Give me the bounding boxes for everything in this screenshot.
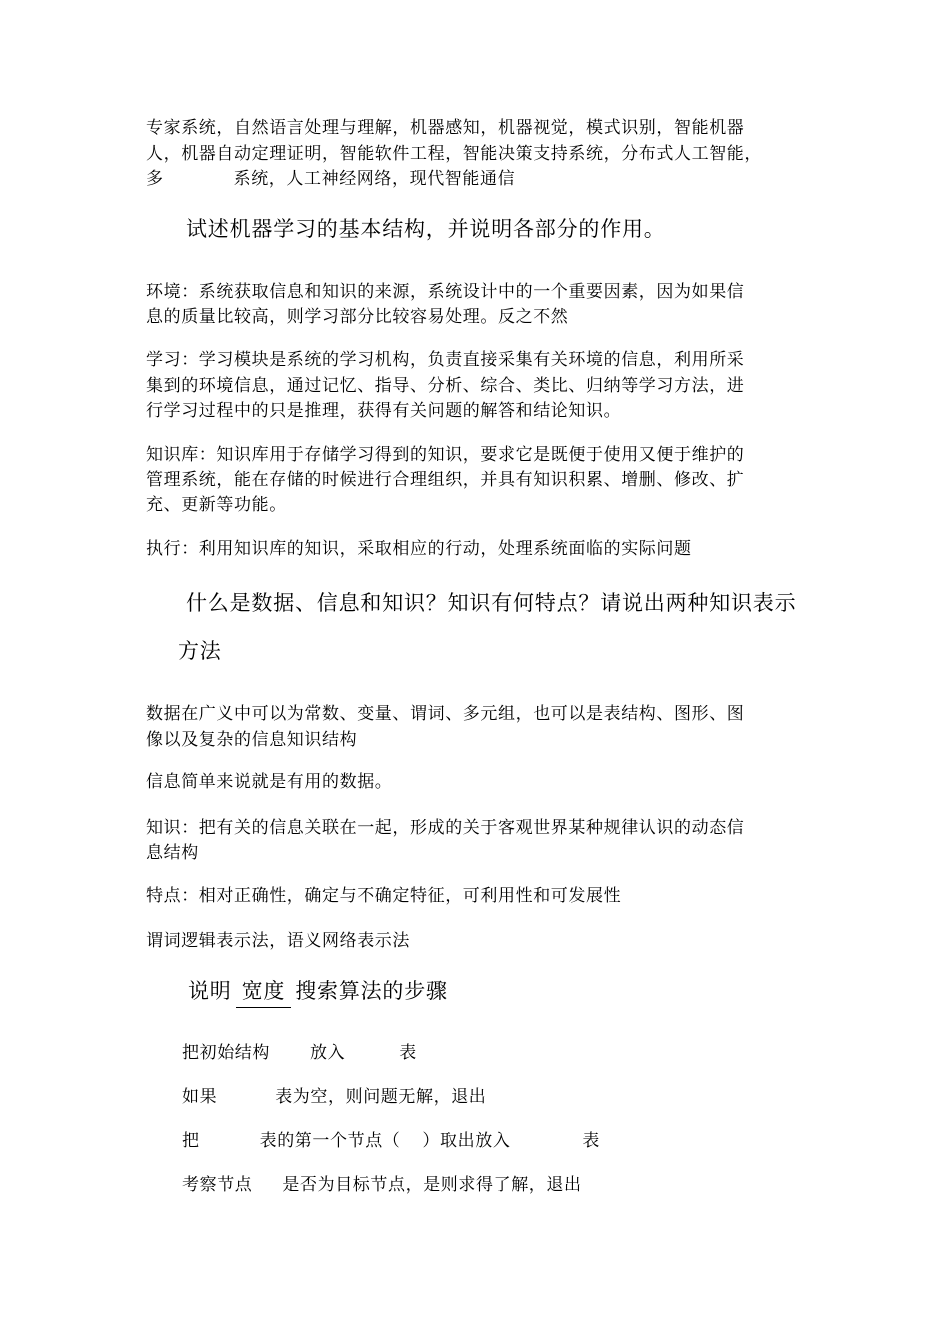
heading-span: 说明 bbox=[188, 979, 232, 1003]
text-line bbox=[146, 169, 515, 189]
text-line: 环境：系统获取信息和知识的来源，系统设计中的一个重要因素，因为如果信 bbox=[146, 282, 745, 302]
text-line: 集到的环境信息，通过记忆、指导、分析、综合、类比、归纳等学习方法，进 bbox=[146, 376, 745, 396]
underlined-word: 宽度 bbox=[236, 978, 292, 1008]
text-line: 行学习过程中的只是推理，获得有关问题的解答和结论知识。 bbox=[146, 401, 622, 421]
text-line: 息的质量比较高，则学习部分比较容易处理。反之不然 bbox=[146, 307, 569, 327]
text-span: 是否为目标节点，是则求得了解，退出 bbox=[282, 1175, 582, 1195]
text-line: 像以及复杂的信息知识结构 bbox=[146, 730, 358, 750]
question-heading: 什么是数据、信息和知识？知识有何特点？请说出两种知识表示 bbox=[186, 591, 797, 615]
step-line bbox=[182, 1175, 582, 1195]
question-heading: 方法 bbox=[178, 639, 222, 663]
text-line: 充、更新等功能。 bbox=[146, 495, 287, 515]
question-heading bbox=[188, 978, 448, 1008]
step-line bbox=[182, 1087, 486, 1107]
text-line: 谓词逻辑表示法，语义网络表示法 bbox=[146, 931, 410, 951]
text-span: 把初始结构 bbox=[182, 1043, 270, 1063]
text-span: 多 bbox=[146, 169, 164, 189]
text-span: 把 bbox=[182, 1131, 200, 1151]
text-line: 知识库：知识库用于存储学习得到的知识，要求它是既便于使用又便于维护的 bbox=[146, 445, 745, 465]
text-span: ）取出放入 bbox=[422, 1131, 511, 1151]
text-line: 信息简单来说就是有用的数据。 bbox=[146, 772, 393, 792]
question-heading: 试述机器学习的基本结构，并说明各部分的作用。 bbox=[186, 217, 666, 241]
step-line bbox=[182, 1131, 600, 1151]
text-span: 如果 bbox=[182, 1087, 218, 1107]
text-line: 专家系统，自然语言处理与理解，机器感知，机器视觉，模式识别，智能机器 bbox=[146, 118, 745, 138]
text-span: 表 bbox=[399, 1043, 417, 1063]
text-line: 人，机器自动定理证明，智能软件工程，智能决策支持系统，分布式人工智能， bbox=[146, 144, 762, 164]
text-span: 表为空，则问题无解，退出 bbox=[275, 1087, 487, 1107]
text-span: 考察节点 bbox=[182, 1175, 253, 1195]
text-line: 知识：把有关的信息关联在一起，形成的关于客观世界某种规律认识的动态信 bbox=[146, 818, 745, 838]
text-span: 系统，人工神经网络，现代智能通信 bbox=[233, 169, 516, 189]
text-line: 数据在广义中可以为常数、变量、谓词、多元组，也可以是表结构、图形、图 bbox=[146, 704, 745, 724]
text-span: 表 bbox=[582, 1131, 601, 1151]
text-span: 放入 bbox=[310, 1043, 346, 1063]
heading-span: 搜索算法的步骤 bbox=[295, 979, 448, 1003]
text-line: 管理系统，能在存储的时候进行合理组织，并具有知识积累、增删、修改、扩 bbox=[146, 470, 745, 490]
step-line bbox=[182, 1043, 417, 1063]
text-line: 执行：利用知识库的知识，采取相应的行动，处理系统面临的实际问题 bbox=[146, 539, 692, 559]
text-line: 息结构 bbox=[146, 843, 199, 863]
text-line: 学习：学习模块是系统的学习机构，负责直接采集有关环境的信息，利用所采 bbox=[146, 350, 745, 370]
text-line: 特点：相对正确性，确定与不确定特征，可利用性和可发展性 bbox=[146, 886, 622, 906]
text-span: 表的第一个节点（ bbox=[259, 1131, 401, 1151]
